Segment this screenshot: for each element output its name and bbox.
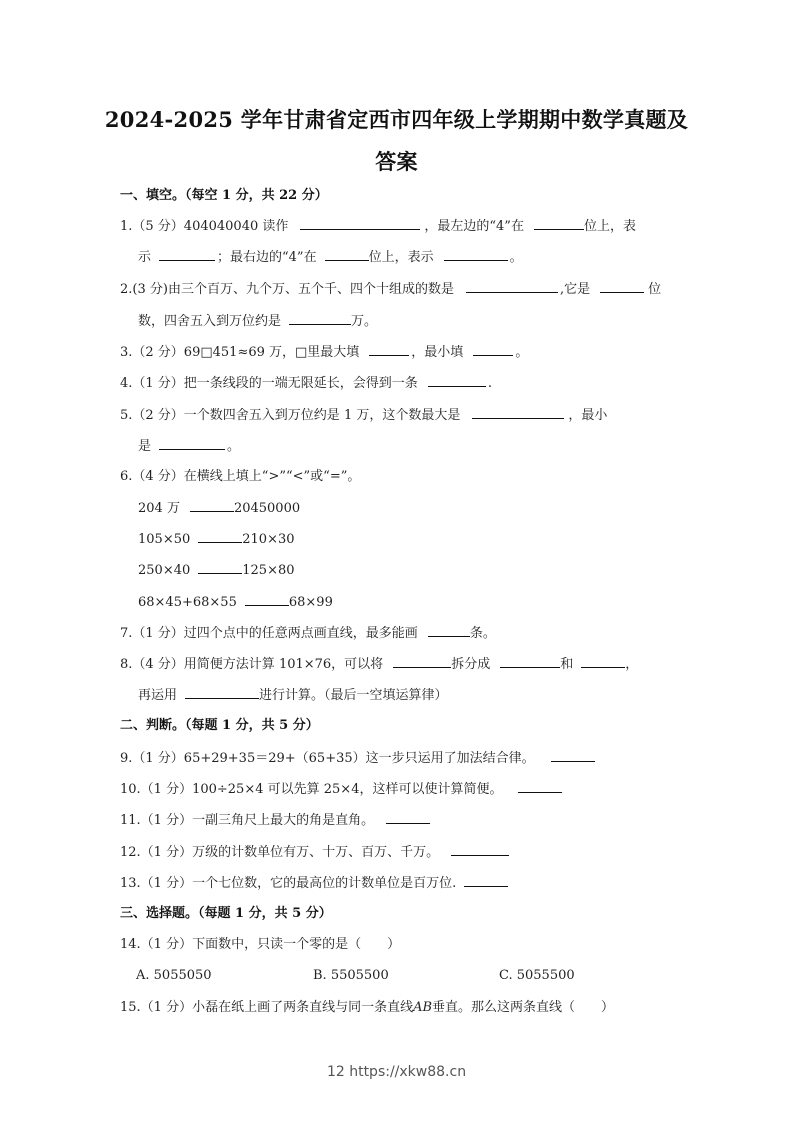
question-5-line2: 是 。 — [138, 439, 241, 454]
answer-blank[interactable] — [600, 280, 644, 293]
question-15: 15.（1 分）小磊在纸上画了两条直线与同一条直线AB垂直。那么这两条直线（ ） — [120, 1000, 615, 1015]
compare-item-3: 250×40 125×80 — [138, 563, 295, 578]
question-13: 13.（1 分）一个七位数，它的最高位的计数单位是百万位. — [120, 874, 512, 893]
question-10: 10.（1 分）100÷25×4 可以先算 25×4，这样可以使计算简便。 — [120, 780, 566, 799]
answer-blank[interactable] — [245, 593, 289, 606]
answer-blank[interactable] — [444, 248, 508, 261]
compare-item-1: 204 万 20450000 — [138, 501, 301, 516]
answer-blank[interactable] — [428, 624, 470, 637]
question-14: 14.（1 分）下面数中，只读一个零的是（ ） — [120, 937, 401, 952]
answer-blank[interactable] — [500, 655, 560, 668]
question-4: 4.（1 分）把一条线段的一端无限延长，会得到一条 . — [120, 376, 492, 391]
section-heading-multiple-choice: 三、选择题。（每题 1 分，共 5 分） — [120, 906, 332, 921]
section-heading-true-false: 二、判断。（每题 1 分，共 5 分） — [120, 718, 319, 733]
page-footer: 12 https://xkw88.cn — [326, 1064, 467, 1080]
answer-blank[interactable] — [198, 530, 242, 543]
question-1-line2: 示 ；最右边的“4”在 位上，表示 。 — [138, 250, 523, 265]
answer-blank[interactable] — [473, 343, 513, 356]
answer-blank[interactable] — [159, 248, 215, 261]
answer-blank[interactable] — [185, 686, 259, 699]
question-5-line1: 5.（2 分）一个数四舍五入到万位约是 1 万，这个数最大是 ，最小 — [120, 408, 608, 423]
answer-blank[interactable] — [464, 874, 508, 887]
question-8-line2: 再运用 进行计算。（最后一空填运算律） — [138, 688, 448, 703]
document-title-line2: 答案 — [375, 149, 418, 174]
option-b[interactable]: B. 5505500 — [313, 968, 389, 983]
question-6: 6.（4 分）在横线上填上“>”“<”或“=”。 — [120, 469, 361, 484]
answer-blank[interactable] — [198, 561, 242, 574]
answer-blank[interactable] — [551, 749, 595, 762]
question-2-line1: 2.(3 分)由三个百万、九个万、五个千、四个十组成的数是 ,它是 位 — [120, 282, 662, 297]
answer-blank[interactable] — [300, 217, 420, 230]
question-2-line2: 数，四舍五入到万位约是 万。 — [138, 314, 378, 329]
answer-blank[interactable] — [190, 499, 234, 512]
answer-blank[interactable] — [386, 811, 430, 824]
answer-blank[interactable] — [534, 217, 584, 230]
question-12: 12.（1 分）万级的计数单位有万、十万、百万、千万。 — [120, 843, 513, 862]
question-9: 9.（1 分）65+29+35＝29+（65+35）这一步只运用了加法结合律。 — [120, 749, 599, 768]
option-c[interactable]: C. 5055500 — [499, 968, 575, 983]
question-8-line1: 8.（4 分）用简便方法计算 101×76，可以将 拆分成 和 ， — [120, 657, 639, 672]
answer-blank[interactable] — [289, 312, 351, 325]
answer-blank[interactable] — [518, 780, 562, 793]
option-a[interactable]: A. 5055050 — [136, 968, 212, 983]
line-ab-label: AB — [413, 1000, 433, 1015]
compare-item-4: 68×45+68×55 68×99 — [138, 595, 333, 610]
answer-blank[interactable] — [466, 280, 558, 293]
answer-blank[interactable] — [472, 406, 564, 419]
answer-blank[interactable] — [393, 655, 451, 668]
answer-blank[interactable] — [451, 843, 509, 856]
answer-blank[interactable] — [369, 343, 409, 356]
question-11: 11.（1 分）一副三角尺上最大的角是直角。 — [120, 811, 434, 830]
answer-blank[interactable] — [325, 248, 369, 261]
section-heading-fill-blank: 一、填空。（每空 1 分，共 22 分） — [120, 188, 328, 203]
question-7: 7.（1 分）过四个点中的任意两点画直线，最多能画 条。 — [120, 626, 496, 641]
question-3: 3.（2 分）69□451≈69 万，□里最大填 ，最小填 。 — [120, 345, 529, 360]
question-1-line1: 1.（5 分）404040040 读作 ，最左边的“4”在 位上，表 — [120, 219, 636, 234]
compare-item-2: 105×50 210×30 — [138, 532, 295, 547]
document-title-line1: 2024-2025 学年甘肃省定西市四年级上学期期中数学真题及 — [104, 107, 689, 132]
answer-blank[interactable] — [581, 655, 625, 668]
answer-blank[interactable] — [428, 374, 486, 387]
answer-blank[interactable] — [159, 437, 225, 450]
